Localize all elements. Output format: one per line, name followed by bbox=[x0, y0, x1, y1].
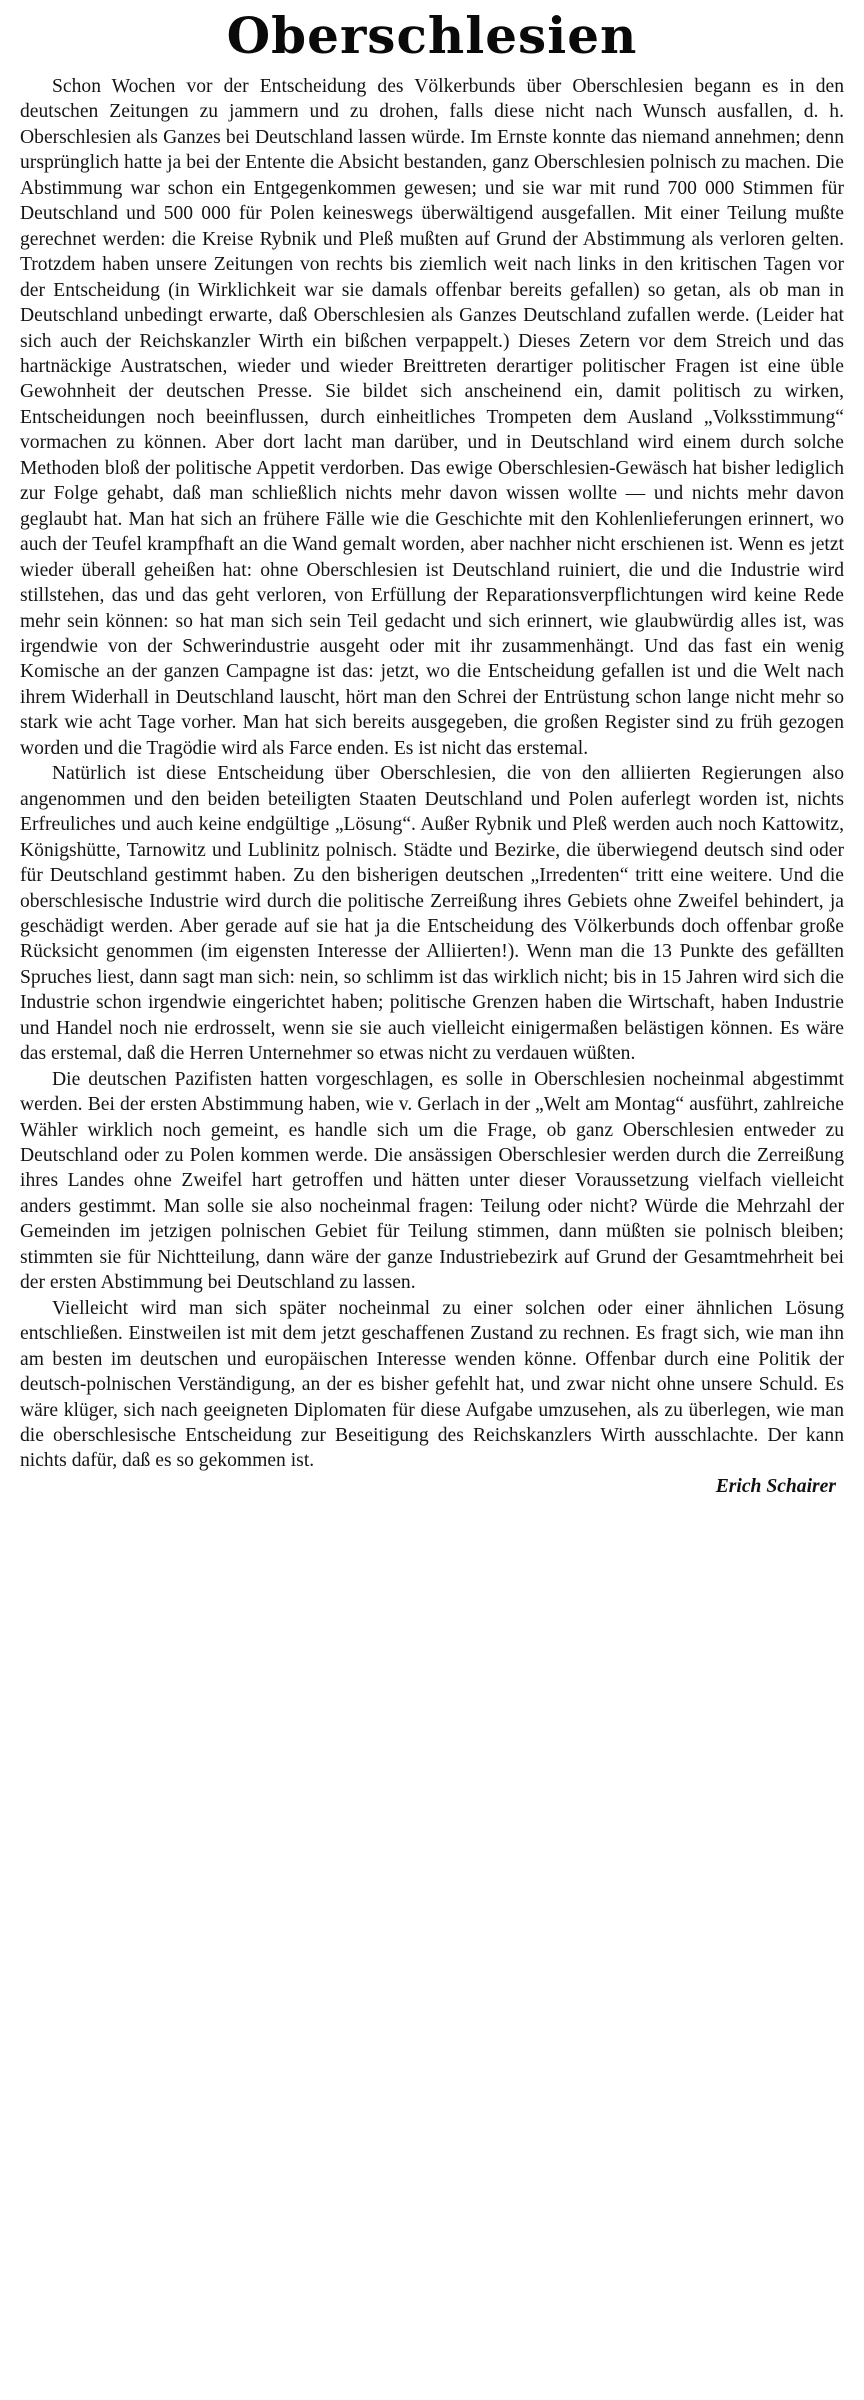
article-paragraph-1: Schon Wochen vor der Entscheidung des Völkerbunds über Oberschlesien begann es in den deutschen Zeitungen zu jammern und zu drohen, falls diese nicht nach Wunsch ausfallen, d. h. Oberschlesien als Ganzes bei Deutschland lassen würde. Im Ernste konnte das niemand annehmen; denn ursprünglich hatte ja bei der Entente die Absicht bestanden, ganz Oberschlesien polnisch zu machen. Die Abstimmung war schon ein Entgegenkommen gewesen; und sie war mit rund 700 000 Stimmen für Deutschland und 500 000 für Polen keineswegs überwältigend ausgefallen. Mit einer Teilung mußte gerechnet werden: die Kreise Rybnik und Pleß mußten auf Grund der Abstimmung als verloren gelten. Trotzdem haben unsere Zeitungen von rechts bis ziemlich weit nach links in den kritischen Tagen vor der Entscheidung (in Wirklichkeit war sie damals offenbar bereits gefallen) so getan, als ob man in Deutschland unbedingt erwarte, daß Oberschlesien als Ganzes Deutschland zufallen werde. (Leider hat sich auch der Reichskanzler Wirth ein bißchen verpappelt.) Dieses Zetern vor dem Streich und das hartnäckige Austratschen, wieder und wieder Breittreten derartiger politischer Fragen ist eine üble Gewohnheit der deutschen Presse. Sie bildet sich anscheinend ein, damit politisch zu wirken, Entscheidungen noch beeinflussen, durch einheitliches Trompeten dem Ausland „Volksstimmung“ vormachen zu können. Aber dort lacht man darüber, und in Deutschland wird einem durch solche Methoden bloß der politische Appetit verdorben. Das ewige Oberschlesien-Gewäsch hat bisher lediglich zur Folge gehabt, daß man schließlich nichts mehr davon wissen wollte — und nichts mehr davon geglaubt hat. Man hat sich an frühere Fälle wie die Geschichte mit den Kohlenlieferungen erinnert, wo auch der Teufel krampfhaft an die Wand gemalt worden, aber nachher nicht erschienen ist. Wenn es jetzt wieder überall geheißen hat: ohne Oberschlesien ist Deutschland ruiniert, die und die Industrie wird stillstehen, das und das geht verloren, von Erfüllung der Reparationsverpflichtungen wird keine Rede mehr sein können: so hat man sich sein Teil gedacht und sich erinnert, wie glaubwürdig alles ist, was irgendwie von der Schwerindustrie ausgeht oder mit ihr zusammenhängt. Und das fast ein wenig Komische an der ganzen Campagne ist das: jetzt, wo die Entscheidung gefallen ist und die Welt nach ihrem Widerhall in Deutschland lauscht, hört man den Schrei der Entrüstung schon lange nicht mehr so stark wie acht Tage vorher. Man hat sich bereits ausgegeben, die großen Register sind zu früh gezogen worden und die Tragödie wird als Farce enden. Es ist nicht das erstemal. bbox=[20, 76, 844, 759]
article-paragraph-4: Vielleicht wird man sich später nocheinmal zu einer solchen oder einer ähnlichen Lösung entschließen. Einstweilen ist mit dem jetzt geschaffenen Zustand zu rechnen. Es fragt sich, wie man ihn am besten im deutschen und europäischen Interesse wenden könne. Offenbar durch eine Politik der deutsch-polnischen Verständigung, an der es bisher gefehlt hat, und zwar nicht ohne unsere Schuld. Es wäre klüger, sich nach geeigneten Diplomaten für diese Aufgabe umzusehen, als zu überlegen, wie man die oberschlesische Entscheidung zur Beseitigung des Reichskanzlers Wirth ausschlachte. Der kann nichts dafür, daß es so gekommen ist. bbox=[20, 1297, 844, 1472]
author-signature: Erich Schairer bbox=[715, 1475, 836, 1497]
article-paragraph-2: Natürlich ist diese Entscheidung über Oberschlesien, die von den alliierten Regierungen also angenommen und den beiden beteiligten Staaten Deutschland und Polen auferlegt worden ist, nichts Erfreuliches und auch keine endgültige „Lösung“. Außer Rybnik und Pleß werden auch noch Kattowitz, Königshütte, Tarnowitz und Lublinitz polnisch. Städte und Bezirke, die überwiegend deutsch sind oder für Deutschland gestimmt haben. Zu den bisherigen deutschen „Irredenten“ tritt eine weitere. Und die oberschlesische Industrie wird durch die politische Zerreißung ihres Gebiets ohne Zweifel behindert, ja geschädigt werden. Aber gerade auf sie hat ja die Entscheidung des Völkerbunds doch offenbar große Rücksicht genommen (im eigensten Interesse der Alliierten!). Wenn man die 13 Punkte des gefällten Spruches liest, dann sagt man sich: nein, so schlimm ist das wirklich nicht; bis in 15 Jahren wird sich die Industrie schon irgendwie eingerichtet haben; politische Grenzen haben die Wirtschaft, haben Industrie und Handel noch nie erdrosselt, wenn sie sie auch vielleicht einigermaßen belästigen können. Es wäre das erstemal, daß die Herren Unternehmer so etwas nicht zu verdauen wüßten. bbox=[20, 763, 844, 1065]
article-paragraph-3: Die deutschen Pazifisten hatten vorgeschlagen, es solle in Oberschlesien nocheinmal abgestimmt werden. Bei der ersten Abstimmung haben, wie v. Gerlach in der „Welt am Montag“ ausführt, zahlreiche Wähler wirklich noch gemeint, es handle sich um die Frage, ob ganz Oberschlesien entweder zu Deutschland oder zu Polen kommen werde. Die ansässigen Oberschlesier werden durch die Zerreißung ihres Landes ohne Zweifel hart getroffen und hätten unter dieser Voraussetzung vielfach vielleicht anders gestimmt. Man solle sie also nocheinmal fragen: Teilung oder nicht? Würde die Mehrzahl der Gemeinden im jetzigen polnischen Gebiet für Teilung stimmen, dann müßten sie polnisch bleiben; stimmten sie für Nichtteilung, dann wäre der ganze Industriebezirk auf Grund der Gesamtmehrheit bei der ersten Abstimmung bei Deutschland zu lassen. bbox=[20, 1068, 844, 1294]
article-body bbox=[20, 74, 844, 1474]
article-title: Oberschlesien bbox=[226, 6, 638, 65]
